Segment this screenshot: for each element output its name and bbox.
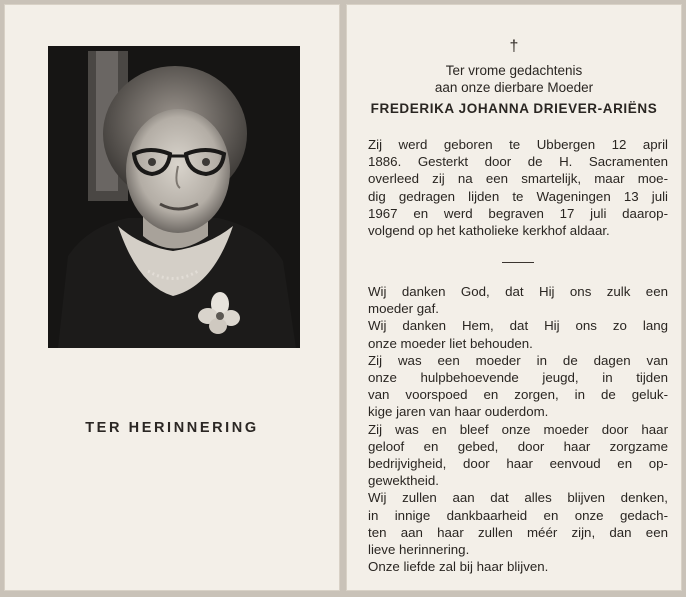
text-line: moeder gaf. — [368, 301, 439, 317]
text-line: bedrijvigheid, door haar eenvoud en op- — [368, 456, 668, 472]
text-line: Onze liefde zal bij haar blijven. — [368, 559, 549, 575]
text-line: van voorspoed en zorgen, in de geluk- — [368, 387, 668, 403]
text-line: Zij werd geboren te Ubbergen 12 april — [368, 137, 668, 152]
text-line: Zij was een moeder in de dagen van — [368, 352, 668, 368]
text-line: Wij zullen aan dat alles blijven denken, — [368, 490, 668, 506]
text-line: Zij was en bleef onze moeder door haar — [368, 421, 668, 437]
right-card — [346, 4, 682, 591]
text-line: geloof en gebed, door haar zorgzame — [368, 438, 668, 454]
text-line: dig gedragen lijden te Wageningen 13 juli — [368, 188, 668, 204]
dedication-line: aan onze dierbare Moeder — [434, 80, 594, 95]
text-line: in innige dankbaarheid en onze gedach- — [368, 507, 668, 523]
text-line: kige jaren van haar ouderdom. — [368, 404, 549, 420]
deceased-name: FREDERIKA JOHANNA DRIEVER-ARIËNS — [370, 101, 658, 116]
text-line: lieve herinnering. — [368, 542, 470, 558]
divider-line — [502, 262, 534, 263]
text-line: ten aan haar zullen méér zijn, dan een — [368, 524, 668, 540]
text-line: 1886. Gesterkt door de H. Sacramenten — [368, 154, 668, 170]
text-line: overleed zij na een smartelijk, maar moe- — [368, 171, 668, 187]
biography-paragraph — [368, 136, 668, 239]
text-line: Wij danken Hem, dat Hij ons zo lang — [368, 318, 668, 334]
text-line: Wij danken God, dat Hij ons zulk een — [368, 284, 668, 299]
dedication-line: Ter vrome gedachtenis — [445, 63, 583, 78]
text-line: onze hulpbehoevende jeugd, in tijden — [368, 370, 668, 386]
text-line: 1967 en werd begraven 17 juli daarop- — [368, 205, 668, 221]
left-card — [4, 4, 340, 591]
portrait-image — [48, 46, 300, 348]
text-line: gewektheid. — [368, 473, 439, 489]
cross-icon: † — [509, 38, 519, 55]
text-line: onze moeder liet behouden. — [368, 335, 533, 351]
portrait-photo — [48, 46, 300, 348]
text-line: volgend op het katholieke kerkhof aldaar. — [368, 223, 610, 239]
dedication — [346, 62, 682, 96]
caption-ter-herinnering: TER HERINNERING — [85, 420, 259, 436]
thanks-paragraph — [368, 283, 668, 575]
